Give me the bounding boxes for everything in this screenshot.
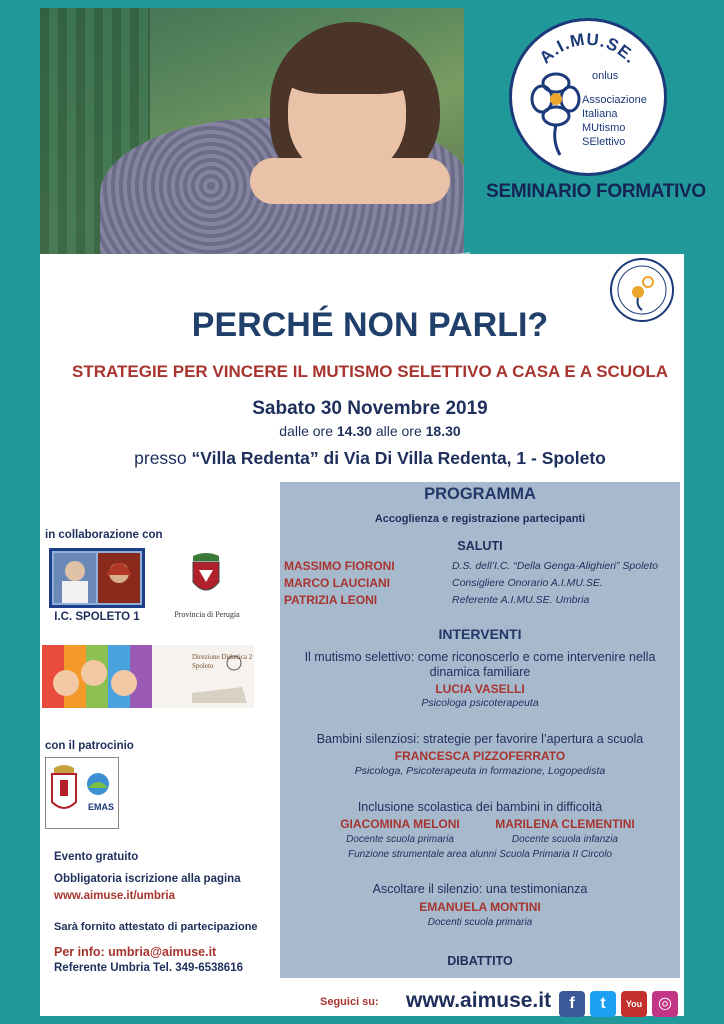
logo-line-2: Italiana bbox=[582, 108, 618, 120]
talk3-title: Inclusione scolastica dei bambini in difficoltà bbox=[357, 800, 603, 814]
logo-line-3: MUtismo bbox=[582, 122, 626, 134]
event-date: Sabato 30 Novembre 2019 bbox=[252, 398, 488, 419]
talk3-note: Funzione strumentale area alunni Scuola Primaria II Circolo bbox=[347, 849, 612, 860]
youtube-icon[interactable]: You bbox=[621, 991, 647, 1017]
ic-spoleto-logo bbox=[49, 548, 145, 608]
talk4-role: Docenti scuola primaria bbox=[427, 917, 533, 928]
greeting-name-3: PATRIZIA LEONI bbox=[284, 593, 378, 607]
talk1-role: Psicologa psicoterapeuta bbox=[421, 697, 539, 709]
collab-label: in collaborazione con bbox=[45, 529, 163, 541]
talk2-title: Bambini silenziosi: strategie per favorire l’apertura a scuola bbox=[316, 732, 644, 746]
debate-label: DIBATTITO bbox=[447, 954, 513, 968]
talk2-role: Psicologa, Psicoterapeuta in formazione, Logopedista bbox=[354, 765, 606, 777]
talk3-role-b: Docente scuola infanzia bbox=[511, 834, 619, 845]
greetings-heading: SALUTI bbox=[457, 539, 503, 553]
logo-line-1: Associazione bbox=[582, 94, 647, 106]
referent-phone: Referente Umbria Tel. 349-6538616 bbox=[54, 962, 243, 974]
event-hours: dalle ore 14.30 alle ore 18.30 bbox=[279, 423, 461, 439]
facebook-icon[interactable]: f bbox=[559, 991, 585, 1017]
greeting-role-1: D.S. dell’I.C. “Della Genga-Alighieri” Spoleto bbox=[452, 560, 659, 572]
registration-link[interactable]: www.aimuse.it/umbria bbox=[54, 890, 175, 902]
follow-label: Seguici su: bbox=[320, 996, 379, 1008]
svg-text:A.I.MU.SE. bbox=[536, 30, 641, 68]
free-event: Evento gratuito bbox=[54, 851, 139, 863]
talk4-title: Ascoltare il silenzio: una testimonianza bbox=[372, 882, 588, 896]
patronage-label: con il patrocinio bbox=[45, 740, 134, 752]
talks-heading: INTERVENTI bbox=[438, 626, 522, 642]
twitter-icon[interactable]: t bbox=[590, 991, 616, 1017]
registration-note: Obbligatoria iscrizione alla pagina bbox=[54, 873, 241, 885]
kids-label-1: Direzione Didattica 2 bbox=[192, 653, 253, 661]
talk3-speaker-b: MARILENA CLEMENTINI bbox=[495, 817, 635, 831]
event-title: PERCHÉ NON PARLI? bbox=[191, 306, 549, 344]
girl-photo bbox=[40, 8, 464, 270]
aimuse-logo bbox=[509, 18, 667, 176]
logo-line-4: SElettivo bbox=[582, 136, 626, 148]
website-link[interactable]: www.aimuse.it bbox=[406, 989, 552, 1012]
patronage-logos bbox=[45, 757, 119, 829]
program-box bbox=[280, 482, 680, 978]
certificate-note: Sarà fornito attestato di partecipazione bbox=[54, 921, 258, 933]
event-venue: presso “Villa Redenta” di Via Di Villa Redenta, 1 - Spoleto bbox=[134, 448, 606, 468]
program-heading: PROGRAMMA bbox=[424, 485, 536, 503]
talk4-speaker: EMANUELA MONTINI bbox=[419, 900, 541, 914]
direzione-didattica-logo bbox=[42, 645, 254, 708]
talk1-title-line1: Il mutismo selettivo: come riconoscerlo e come intervenire nella bbox=[304, 650, 656, 664]
province-label: Provincia di Perugia bbox=[174, 610, 240, 619]
info-email[interactable]: Per info: umbria@aimuse.it bbox=[54, 945, 217, 959]
logo-onlus: onlus bbox=[592, 70, 619, 82]
talk3-speaker-a: GIACOMINA MELONI bbox=[340, 817, 460, 831]
greeting-role-3: Referente A.I.MU.SE. Umbria bbox=[452, 594, 590, 606]
ic-spoleto-label: I.C. SPOLETO 1 bbox=[54, 611, 140, 623]
province-crest-icon bbox=[189, 552, 223, 598]
program-welcome: Accoglienza e registrazione partecipanti bbox=[374, 513, 586, 525]
emas-label: EMAS bbox=[88, 802, 115, 812]
logo-name: A.I.MU.SE. bbox=[535, 29, 641, 68]
kids-label-2: Spoleto bbox=[192, 662, 214, 670]
talk1-speaker: LUCIA VASELLI bbox=[435, 682, 525, 696]
seminar-label: SEMINARIO FORMATIVO bbox=[486, 181, 706, 202]
event-subtitle: STRATEGIE PER VINCERE IL MUTISMO SELETTIVO A CASA E A SCUOLA bbox=[72, 362, 668, 381]
greeting-role-2: Consigliere Onorario A.I.MU.SE. bbox=[452, 577, 603, 589]
talk3-role-a: Docente scuola primaria bbox=[346, 834, 454, 845]
greeting-name-2: MARCO LAUCIANI bbox=[284, 576, 390, 590]
instagram-icon[interactable]: ◎ bbox=[652, 991, 678, 1017]
greeting-name-1: MASSIMO FIORONI bbox=[284, 559, 395, 573]
talk2-speaker: FRANCESCA PIZZOFERRATO bbox=[394, 749, 566, 763]
talk1-title-line2: dinamica familiare bbox=[429, 665, 531, 679]
